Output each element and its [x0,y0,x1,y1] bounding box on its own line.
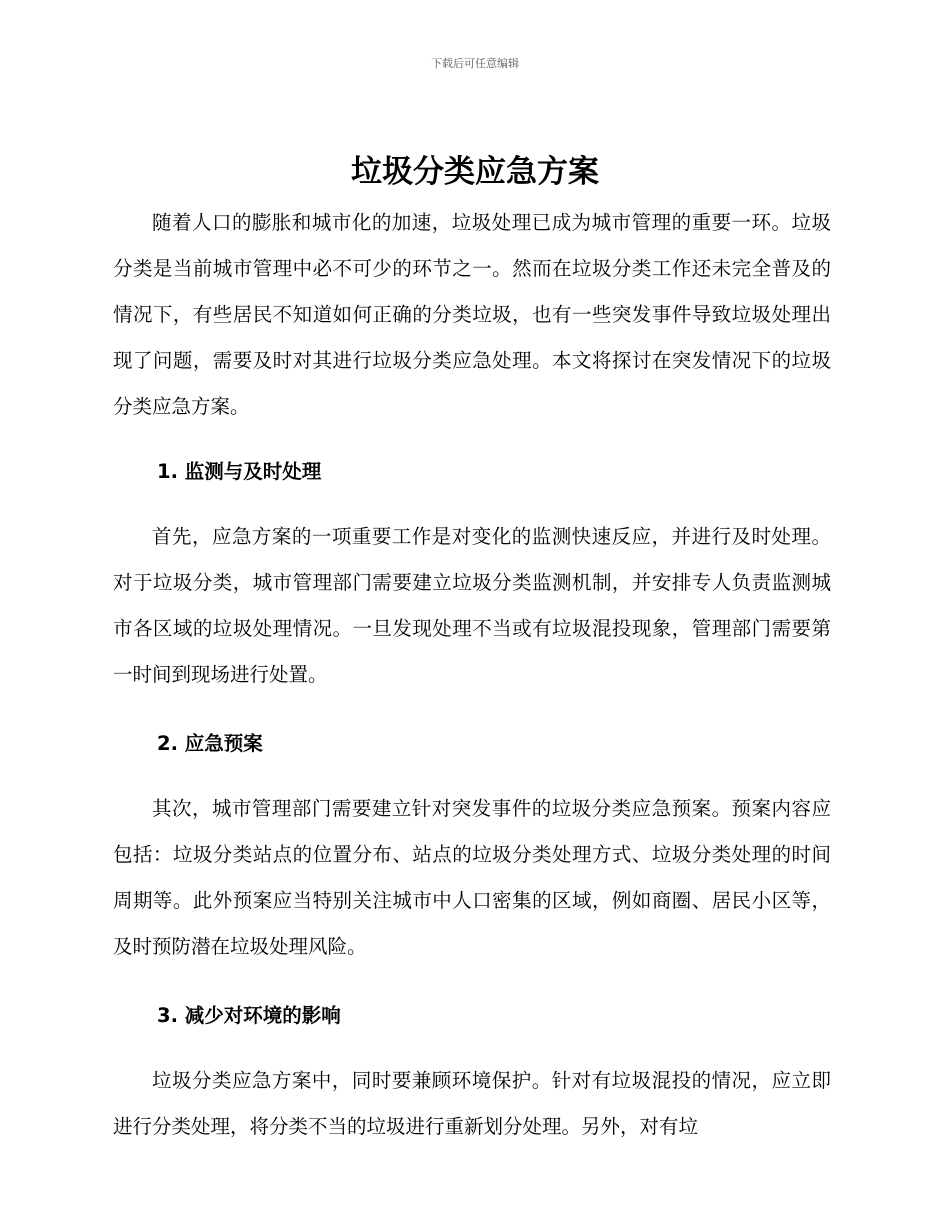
section-heading-2: 2. 应急预案 [157,732,263,755]
intro-paragraph: 随着人口的膨胀和城市化的加速，垃圾处理已成为城市管理的重要一环。垃圾分类是当前城市管理中必不可少的环节之一。然而在垃圾分类工作还未完全普及的情况下，有些居民不知道如何正确的分类垃圾，也有一些突发事件导致垃圾处理出现了问题，需要及时对其进行垃圾分类应急处理。本文将探讨在突发情况下的垃圾分类应急方案。 [113,211,831,418]
section-heading-3: 3. 减少对环境的影响 [157,1004,341,1027]
header-note: 下载后可任意编辑 [431,57,519,70]
section-paragraph-1: 首先，应急方案的一项重要工作是对变化的监测快速反应，并进行及时处理。对于垃圾分类，城市管理部门需要建立垃圾分类监测机制，并安排专人负责监测城市各区域的垃圾处理情况。一旦发现处理不当或有垃圾混投现象，管理部门需要第一时间到现场进行处置。 [113,525,831,686]
section-paragraph-3: 垃圾分类应急方案中，同时要兼顾环境保护。针对有垃圾混投的情况，应立即进行分类处理，将分类不当的垃圾进行重新划分处理。另外，对有垃 [113,1069,831,1138]
section-heading-1: 1. 监测与及时处理 [157,460,322,483]
section-paragraph-2: 其次，城市管理部门需要建立针对突发事件的垃圾分类应急预案。预案内容应包括：垃圾分类站点的位置分布、站点的垃圾分类处理方式、垃圾分类处理的时间周期等。此外预案应当特别关注城市中人口密集的区域，例如商圈、居民小区等，及时预防潜在垃圾处理风险。 [113,797,831,958]
document-body [113,200,831,1150]
document-title: 垃圾分类应急方案 [351,154,599,190]
